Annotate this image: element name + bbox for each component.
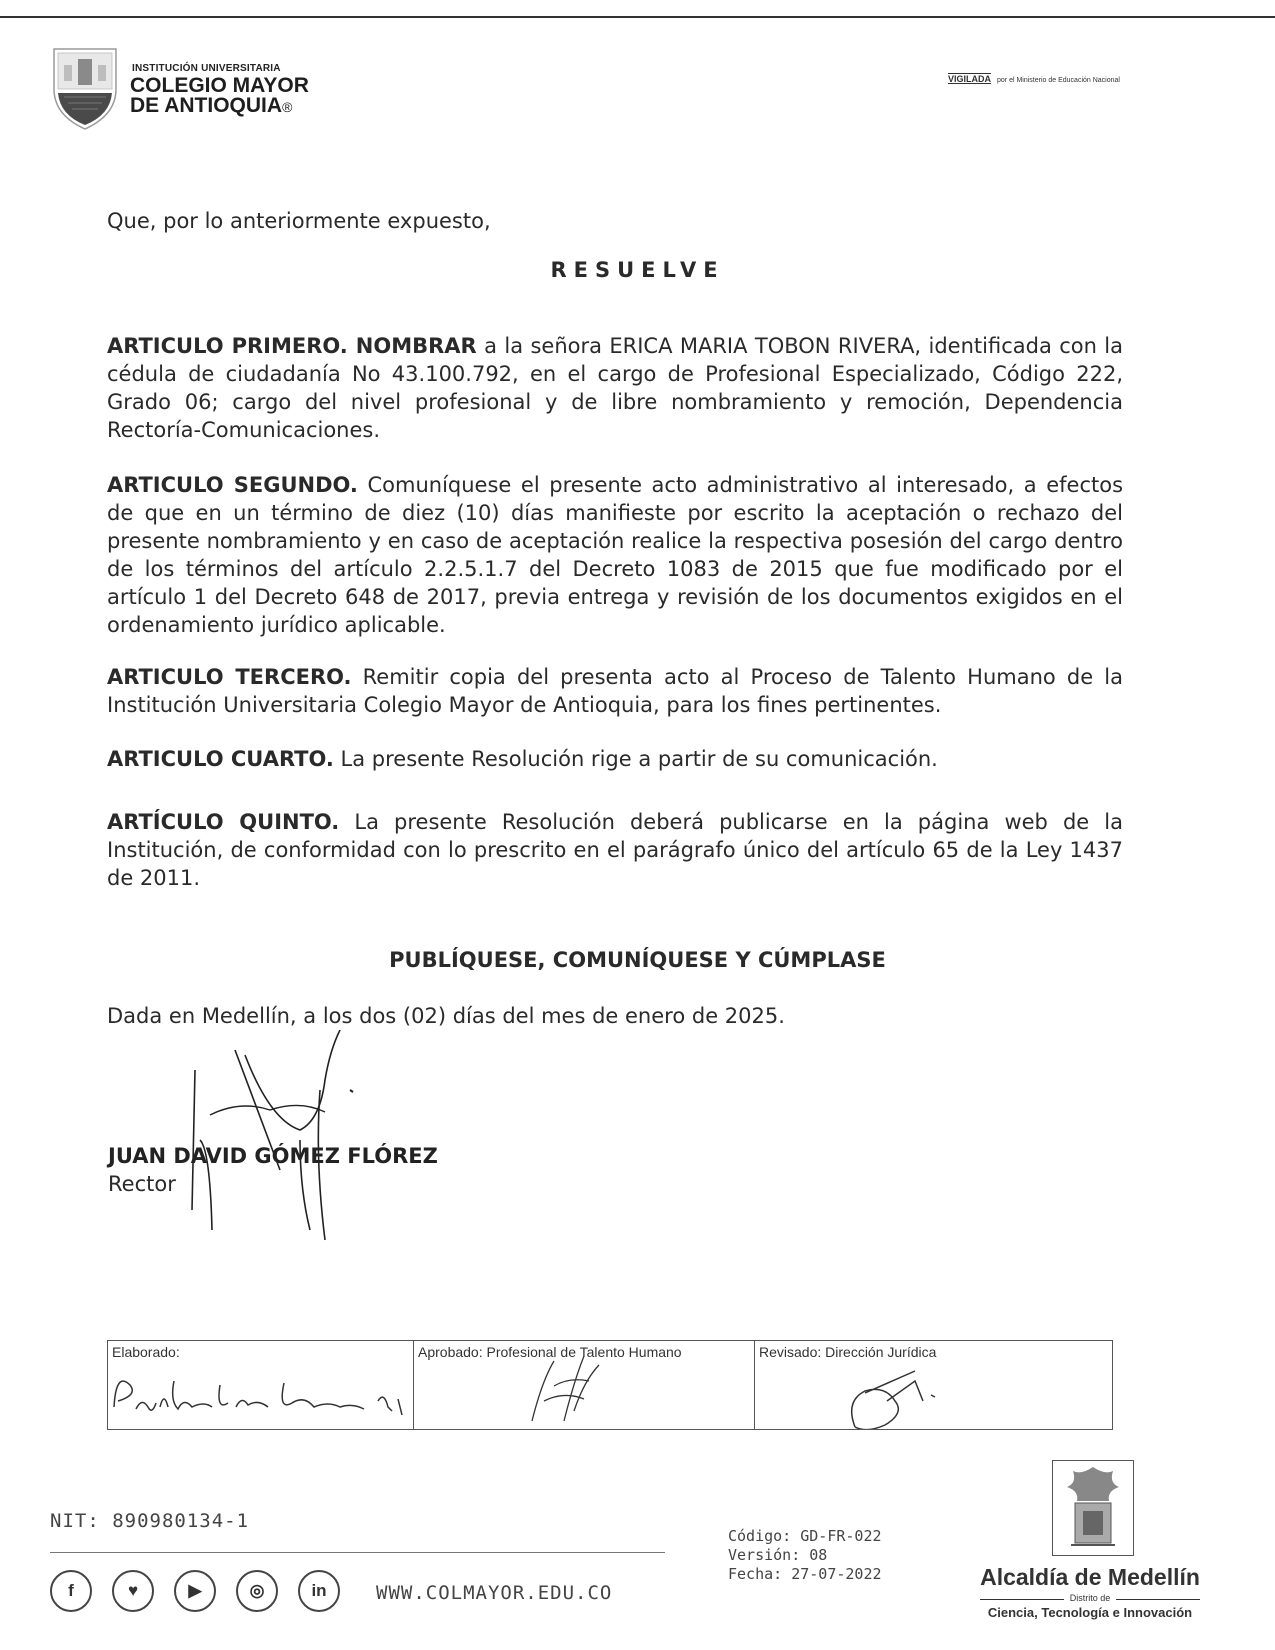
linkedin-icon[interactable]: in bbox=[298, 1570, 340, 1612]
signer-name: JUAN DAVID GÓMEZ FLÓREZ bbox=[108, 1144, 438, 1168]
facebook-icon[interactable]: f bbox=[50, 1570, 92, 1612]
alcaldia-name: Alcaldía de Medellín bbox=[980, 1564, 1200, 1590]
rector-signature bbox=[150, 1030, 440, 1250]
institution-name-line2-text: DE ANTIOQUIA bbox=[130, 94, 283, 117]
vigilada-label: VIGILADA bbox=[948, 74, 992, 84]
article-5-heading: ARTÍCULO QUINTO. bbox=[107, 810, 340, 834]
website-link[interactable]: WWW.COLMAYOR.EDU.CO bbox=[376, 1582, 613, 1604]
alcaldia-emblem-icon bbox=[1052, 1460, 1134, 1556]
alcaldia-distrito-text: Distrito de bbox=[1064, 1593, 1117, 1603]
alcaldia-distrito bbox=[970, 1593, 1210, 1603]
approval-cell-aprobado bbox=[414, 1341, 755, 1429]
nit-number: NIT: 890980134-1 bbox=[50, 1510, 250, 1532]
footer-rule bbox=[50, 1552, 665, 1553]
social-links bbox=[50, 1570, 360, 1612]
article-1 bbox=[107, 332, 1123, 444]
approval-cell-revisado bbox=[755, 1341, 1112, 1429]
signer-role: Rector bbox=[108, 1172, 176, 1196]
article-3-text: Remitir copia del presenta acto al Proceso de Talento Humano de la Institución Universitaria Colegio Mayor de Antioquia, para los fines pertinentes. bbox=[107, 665, 1124, 717]
institution-type: INSTITUCIÓN UNIVERSITARIA bbox=[132, 63, 281, 74]
article-4-heading: ARTICULO CUARTO. bbox=[107, 747, 334, 771]
elaborado-signature bbox=[108, 1341, 413, 1429]
document-date: Fecha: 27-07-2022 bbox=[728, 1565, 882, 1583]
aprobado-label: Aprobado: Profesional de Talento Humano bbox=[418, 1344, 682, 1360]
institution-name-line1: COLEGIO MAYOR bbox=[130, 74, 309, 97]
resuelve-heading: RESUELVE bbox=[550, 258, 725, 282]
twitter-icon[interactable]: ♥ bbox=[112, 1570, 154, 1612]
article-4-text: La presente Resolución rige a partir de su comunicación. bbox=[333, 747, 938, 771]
top-rule bbox=[0, 16, 1275, 18]
revisado-label: Revisado: Dirección Jurídica bbox=[759, 1344, 937, 1360]
document-version: Versión: 08 bbox=[728, 1546, 828, 1564]
youtube-icon[interactable]: ▶ bbox=[174, 1570, 216, 1612]
article-3-heading: ARTICULO TERCERO. bbox=[107, 665, 352, 689]
document-metadata bbox=[728, 1527, 882, 1584]
article-3 bbox=[107, 663, 1123, 719]
alcaldia-subtitle: Ciencia, Tecnología e Innovación bbox=[987, 1605, 1193, 1620]
article-4 bbox=[107, 745, 1123, 773]
approval-cell-elaborado bbox=[108, 1341, 414, 1429]
revisado-signature bbox=[755, 1341, 1112, 1429]
publiquese-heading: PUBLÍQUESE, COMUNÍQUESE Y CÚMPLASE bbox=[389, 948, 886, 972]
registered-mark: ® bbox=[282, 99, 293, 115]
dada-line: Dada en Medellín, a los dos (02) días del mes de enero de 2025. bbox=[107, 1004, 785, 1028]
article-2 bbox=[107, 471, 1123, 639]
article-1-heading: ARTICULO PRIMERO. NOMBRAR bbox=[107, 334, 477, 358]
shield-logo-icon bbox=[50, 45, 120, 131]
article-2-heading: ARTICULO SEGUNDO. bbox=[107, 473, 358, 497]
vigilada-notice bbox=[948, 74, 1120, 84]
article-5 bbox=[107, 808, 1123, 892]
elaborado-label: Elaborado: bbox=[112, 1344, 180, 1360]
approval-table bbox=[107, 1340, 1113, 1430]
article-1-text: a la señora ERICA MARIA TOBON RIVERA, identificada con la cédula de ciudadanía No 43.100.792, en el cargo de Profesional Especializado, Código 222, Grado 06; cargo del nivel profesional y de libre nombramiento y remoción, Dependencia Rectoría-Comunicaciones. bbox=[107, 334, 1123, 442]
article-2-text: Comuníquese el presente acto administrativo al interesado, a efectos de que en un término de diez (10) días manifieste por escrito la aceptación o rechazo del presente nombramiento y en caso de aceptación realice la respectiva posesión del cargo dentro de los términos del artículo 2.2.5.1.7 del Decreto 1083 de 2015 que fue modificado por el artículo 1 del Decreto 648 de 2017, previa entrega y revisión de los documentos exigidos en el ordenamiento jurídico aplicable. bbox=[107, 473, 1124, 637]
article-5-text: La presente Resolución deberá publicarse en la página web de la Institución, de conformidad con lo prescrito en el parágrafo único del artículo 65 de la Ley 1437 de 2011. bbox=[107, 810, 1123, 890]
intro-paragraph: Que, por lo anteriormente expuesto, bbox=[107, 209, 491, 233]
institution-name-line2 bbox=[130, 95, 292, 118]
institution-logo bbox=[50, 45, 380, 135]
vigilada-ministry: por el Ministerio de Educación Nacional bbox=[997, 77, 1120, 84]
document-code: Código: GD-FR-022 bbox=[728, 1527, 882, 1545]
aprobado-signature bbox=[414, 1341, 754, 1429]
instagram-icon[interactable]: ◎ bbox=[236, 1570, 278, 1612]
